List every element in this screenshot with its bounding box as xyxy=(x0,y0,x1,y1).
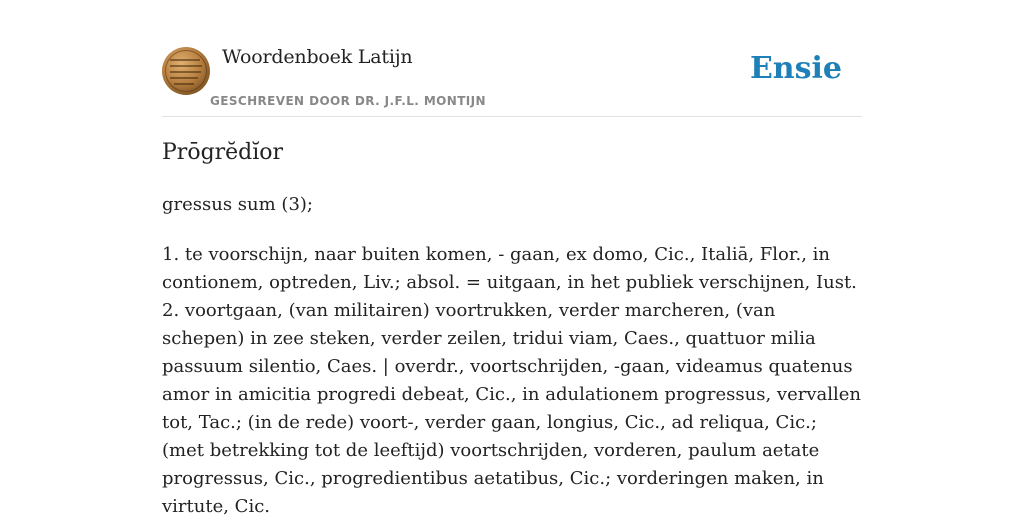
entry-headword: Prōgrĕdĭor xyxy=(162,140,284,165)
entry-definitions xyxy=(162,241,862,521)
coin-line xyxy=(170,65,202,67)
definition-item: 1. te voorschijn, naar buiten komen, - gaan, ex domo, Cic., Italiā, Flor., in contionem, optreden, Liv.; absol. = uitgaan, in het publiek verschijnen, Iust. xyxy=(162,244,857,293)
dictionary-title[interactable]: Woordenboek Latijn xyxy=(222,46,413,68)
page-container xyxy=(162,0,862,517)
coin-inscription-icon[interactable] xyxy=(162,47,210,95)
ensie-logo-link[interactable]: Ensie xyxy=(749,51,842,86)
coin-line xyxy=(170,77,198,79)
entry-grammar: gressus sum (3); xyxy=(162,194,313,215)
coin-line xyxy=(170,59,200,61)
author-byline[interactable]: GESCHREVEN DOOR DR. J.F.L. MONTIJN xyxy=(210,94,486,108)
definition-item: 2. voortgaan, (van militairen) voortrukken, verder marcheren, (van schepen) in zee steken, verder zeilen, tridui viam, Caes., quattuor milia passuum silentio, Caes. | overdr., voortschrijden, -gaan, videamus quatenus amor in amicitia progredi debeat, Cic., in adulationem progressus, vervallen tot, Tac.; (in de rede) voort-, verder gaan, longius, Cic., ad reliqua, Cic.; (met betrekking tot de leeftijd) voortschrijden, vorderen, paulum aetate progressus, Cic., progredientibus aetatibus, Cic.; vorderingen maken, in virtute, Cic. xyxy=(162,300,861,517)
header xyxy=(162,0,862,117)
coin-line xyxy=(170,71,201,73)
coin-line xyxy=(174,83,194,85)
